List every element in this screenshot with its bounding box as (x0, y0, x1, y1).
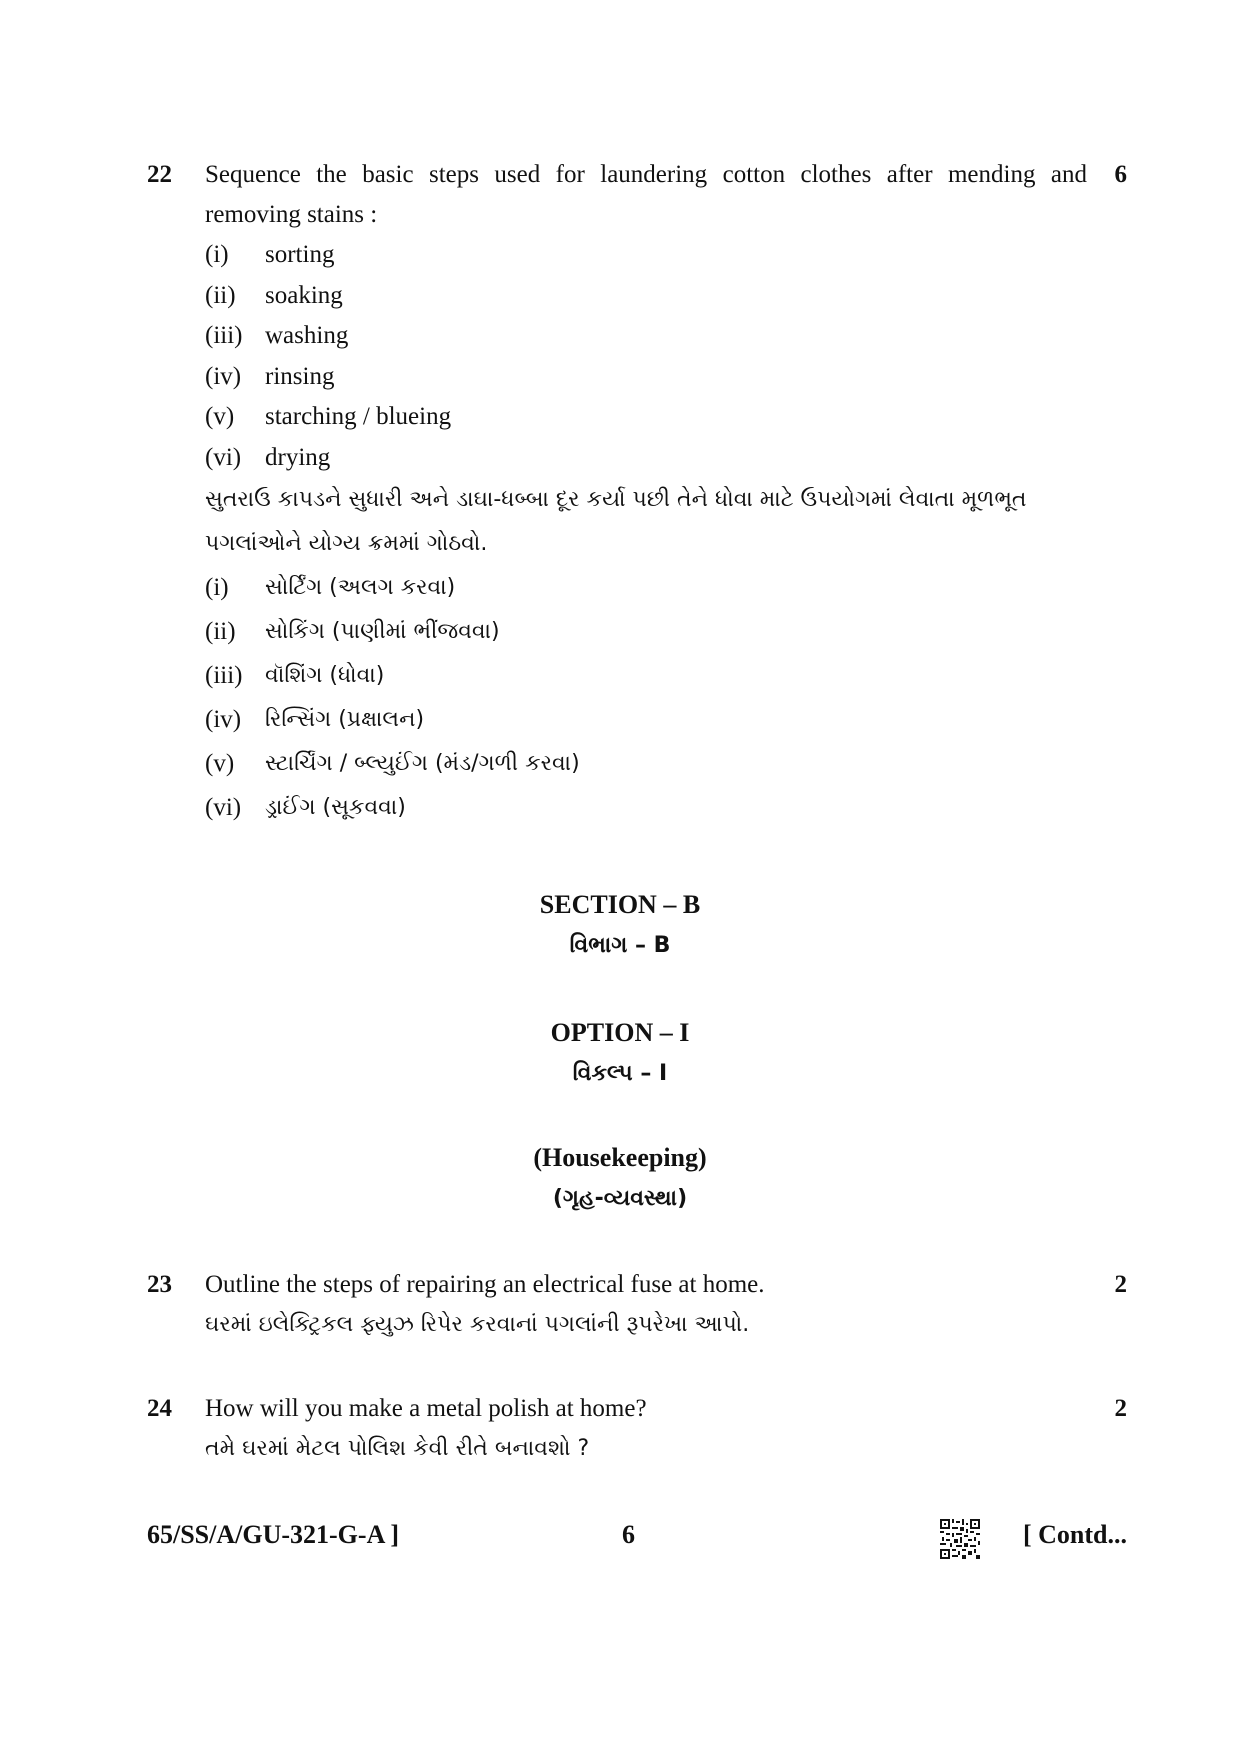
question-marks: 6 (1114, 161, 1127, 188)
option-text: rinsing (265, 362, 335, 390)
question-text-line-1: Sequence the basic steps used for laundering cotton clothes after mending and (205, 161, 1087, 188)
option-text: વૉશિંગ (ધોવા) (265, 663, 385, 688)
option-item-gujarati (205, 654, 1127, 698)
qr-code-icon (940, 1519, 980, 1559)
question-text: How will you make a metal polish at home? (205, 1395, 647, 1422)
option-text: સોર્ટિંગ (અલગ કરવા) (265, 575, 456, 600)
option-item (205, 357, 1127, 398)
option-item (205, 438, 1127, 479)
topic-heading: (Housekeeping) (533, 1143, 707, 1172)
option-item (205, 316, 1127, 357)
option-text: રિન્સિંગ (પ્રક્ષાલન) (265, 707, 425, 732)
option-text: sorting (265, 241, 335, 269)
page-number: 6 (622, 1520, 635, 1549)
option-text: soaking (265, 281, 343, 309)
option-text: સોકિંગ (પાણીમાં ભીંજવવા) (265, 619, 500, 644)
option-numeral: (iv) (205, 362, 242, 390)
option-numeral: (ii) (205, 618, 236, 645)
option-heading: OPTION – I (550, 1018, 690, 1047)
option-item-gujarati (205, 566, 1127, 610)
option-item (205, 397, 1127, 438)
option-text: સ્ટાર્ચિંગ / બ્લ્યુઈંગ (મંડ/ગળી કરવા) (265, 751, 580, 776)
question-body (205, 1265, 1127, 1347)
question-24 (147, 1389, 1127, 1479)
section-heading: SECTION – B (539, 890, 701, 919)
option-text: starching / blueing (265, 403, 452, 431)
option-numeral: (iii) (205, 322, 243, 350)
option-numeral: (iii) (205, 662, 243, 689)
option-text: drying (265, 443, 331, 471)
option-numeral: (v) (205, 750, 235, 777)
option-item (205, 235, 1127, 276)
option-item-gujarati (205, 786, 1127, 830)
page-footer (147, 1520, 1127, 1560)
paper-code: 65/SS/A/GU-321-G-A ] (147, 1520, 400, 1549)
question-text-gujarati-line-2: પગલાંઓને યોગ્ય ક્રમમાં ગોઠવો. (205, 531, 488, 556)
question-text: Outline the steps of repairing an electrical fuse at home. (205, 1271, 765, 1298)
question-number: 24 (147, 1395, 172, 1422)
question-text-gujarati: તમે ઘરમાં મેટલ પોલિશ કેવી રીતે બનાવશો ? (205, 1436, 590, 1461)
question-text-gujarati-line-1: સુતરાઉ કાપડને સુધારી અને ડાઘા-ધબ્બા દૂર કર્યા પછી તેને ધોવા માટે ઉપયોગમાં લેવાતા મૂળભૂત (205, 487, 1027, 512)
question-22 (147, 155, 1127, 821)
question-number: 23 (147, 1271, 172, 1298)
option-item (205, 276, 1127, 317)
topic-heading-gujarati: (ગૃહ-વ્યવસ્થા) (552, 1186, 688, 1211)
question-text-gujarati: ઘરમાં ઇલેક્ટ્રિકલ ફ્યુઝ રિપેર કરવાનાં પગલાંની રૂપરેખા આપો. (205, 1312, 750, 1337)
option-item-gujarati (205, 610, 1127, 654)
question-number: 22 (147, 161, 172, 188)
option-numeral: (vi) (205, 794, 242, 821)
option-item-gujarati (205, 742, 1127, 786)
option-numeral: (vi) (205, 443, 242, 471)
question-body (205, 1389, 1127, 1471)
options-list-gujarati (205, 566, 1127, 830)
question-23 (147, 1265, 1127, 1355)
option-numeral: (i) (205, 241, 229, 269)
option-text: ડ્રાઈંગ (સૂકવવા) (265, 795, 406, 820)
option-numeral: (i) (205, 574, 229, 601)
options-list (205, 235, 1127, 478)
continued-label: [ Contd... (1022, 1520, 1127, 1549)
option-numeral: (v) (205, 403, 235, 431)
option-heading-gujarati: વિકલ્પ – I (572, 1061, 668, 1086)
question-body (205, 155, 1127, 830)
option-numeral: (ii) (205, 281, 236, 309)
question-marks: 2 (1114, 1395, 1127, 1422)
option-text: washing (265, 322, 349, 350)
option-item-gujarati (205, 698, 1127, 742)
option-numeral: (iv) (205, 706, 242, 733)
section-heading-gujarati: વિભાગ – B (569, 933, 671, 958)
question-text-line-2: removing stains : (205, 201, 378, 228)
question-marks: 2 (1114, 1271, 1127, 1298)
